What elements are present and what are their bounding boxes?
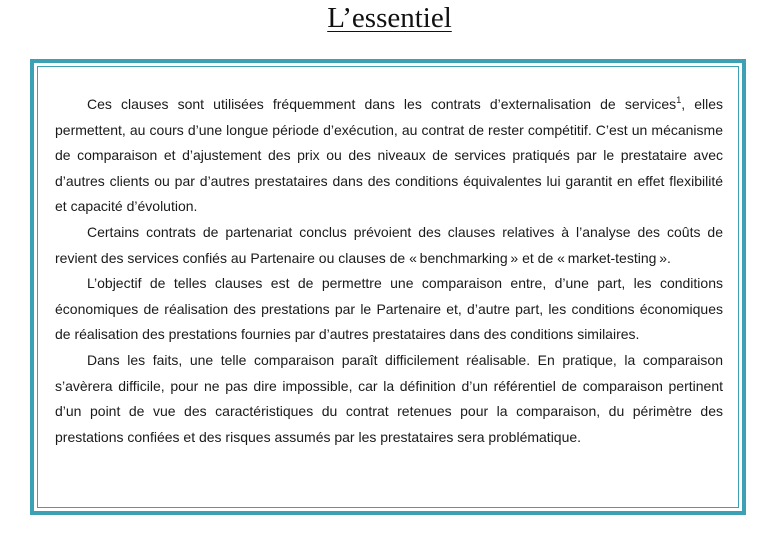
footnote-reference[interactable]: 1 [676, 95, 682, 105]
paragraph-4: Dans les faits, une telle comparaison paraît difficilement réalisable. En pratique, la comparaison s’avèrera difficile, pour ne pas dire impossible, car la définition d’un référentiel de comparaison pertinent d’un point de vue des caractéristiques du contrat retenues pour la comparaison, du périmètre des prestations confiées et des risques assumés par les prestataires sera problématique. [55, 351, 723, 445]
paragraph-2: Certains contrats de partenariat conclus prévoient des clauses relatives à l’analyse des coûts de revient des services confiés au Partenaire ou clauses de « benchmarking » et de « market-testing ». [55, 223, 723, 266]
paragraph-3: L’objectif de telles clauses est de permettre une comparaison entre, d’une part, les conditions économiques de réalisation des prestations par le Partenaire et, d’autre part, les conditions économiques de réalisation des prestations fournies par d’autres prestataires dans des conditions similaires. [55, 275, 723, 343]
paragraph-1 [55, 92, 723, 220]
summary-box [30, 59, 746, 515]
paragraph-1-text-before: Ces clauses sont utilisées fréquemment dans les contrats d’externalisation de services [87, 96, 677, 112]
page-title-text: L’essentiel [327, 2, 452, 34]
page-title [0, 0, 779, 36]
summary-text [55, 92, 723, 450]
paragraph-1-text-after: , elles permettent, au cours d’une longue période d’exécution, au contrat de rester compétitif. C’est un mécanisme de comparaison et d’ajustement des prix ou des niveaux de services pratiqués par le prestataire avec d’autres clients ou par d’autres prestataires dans des conditions équivalentes lui garantit en effet flexibilité et capacité d’évolution. [55, 96, 723, 215]
